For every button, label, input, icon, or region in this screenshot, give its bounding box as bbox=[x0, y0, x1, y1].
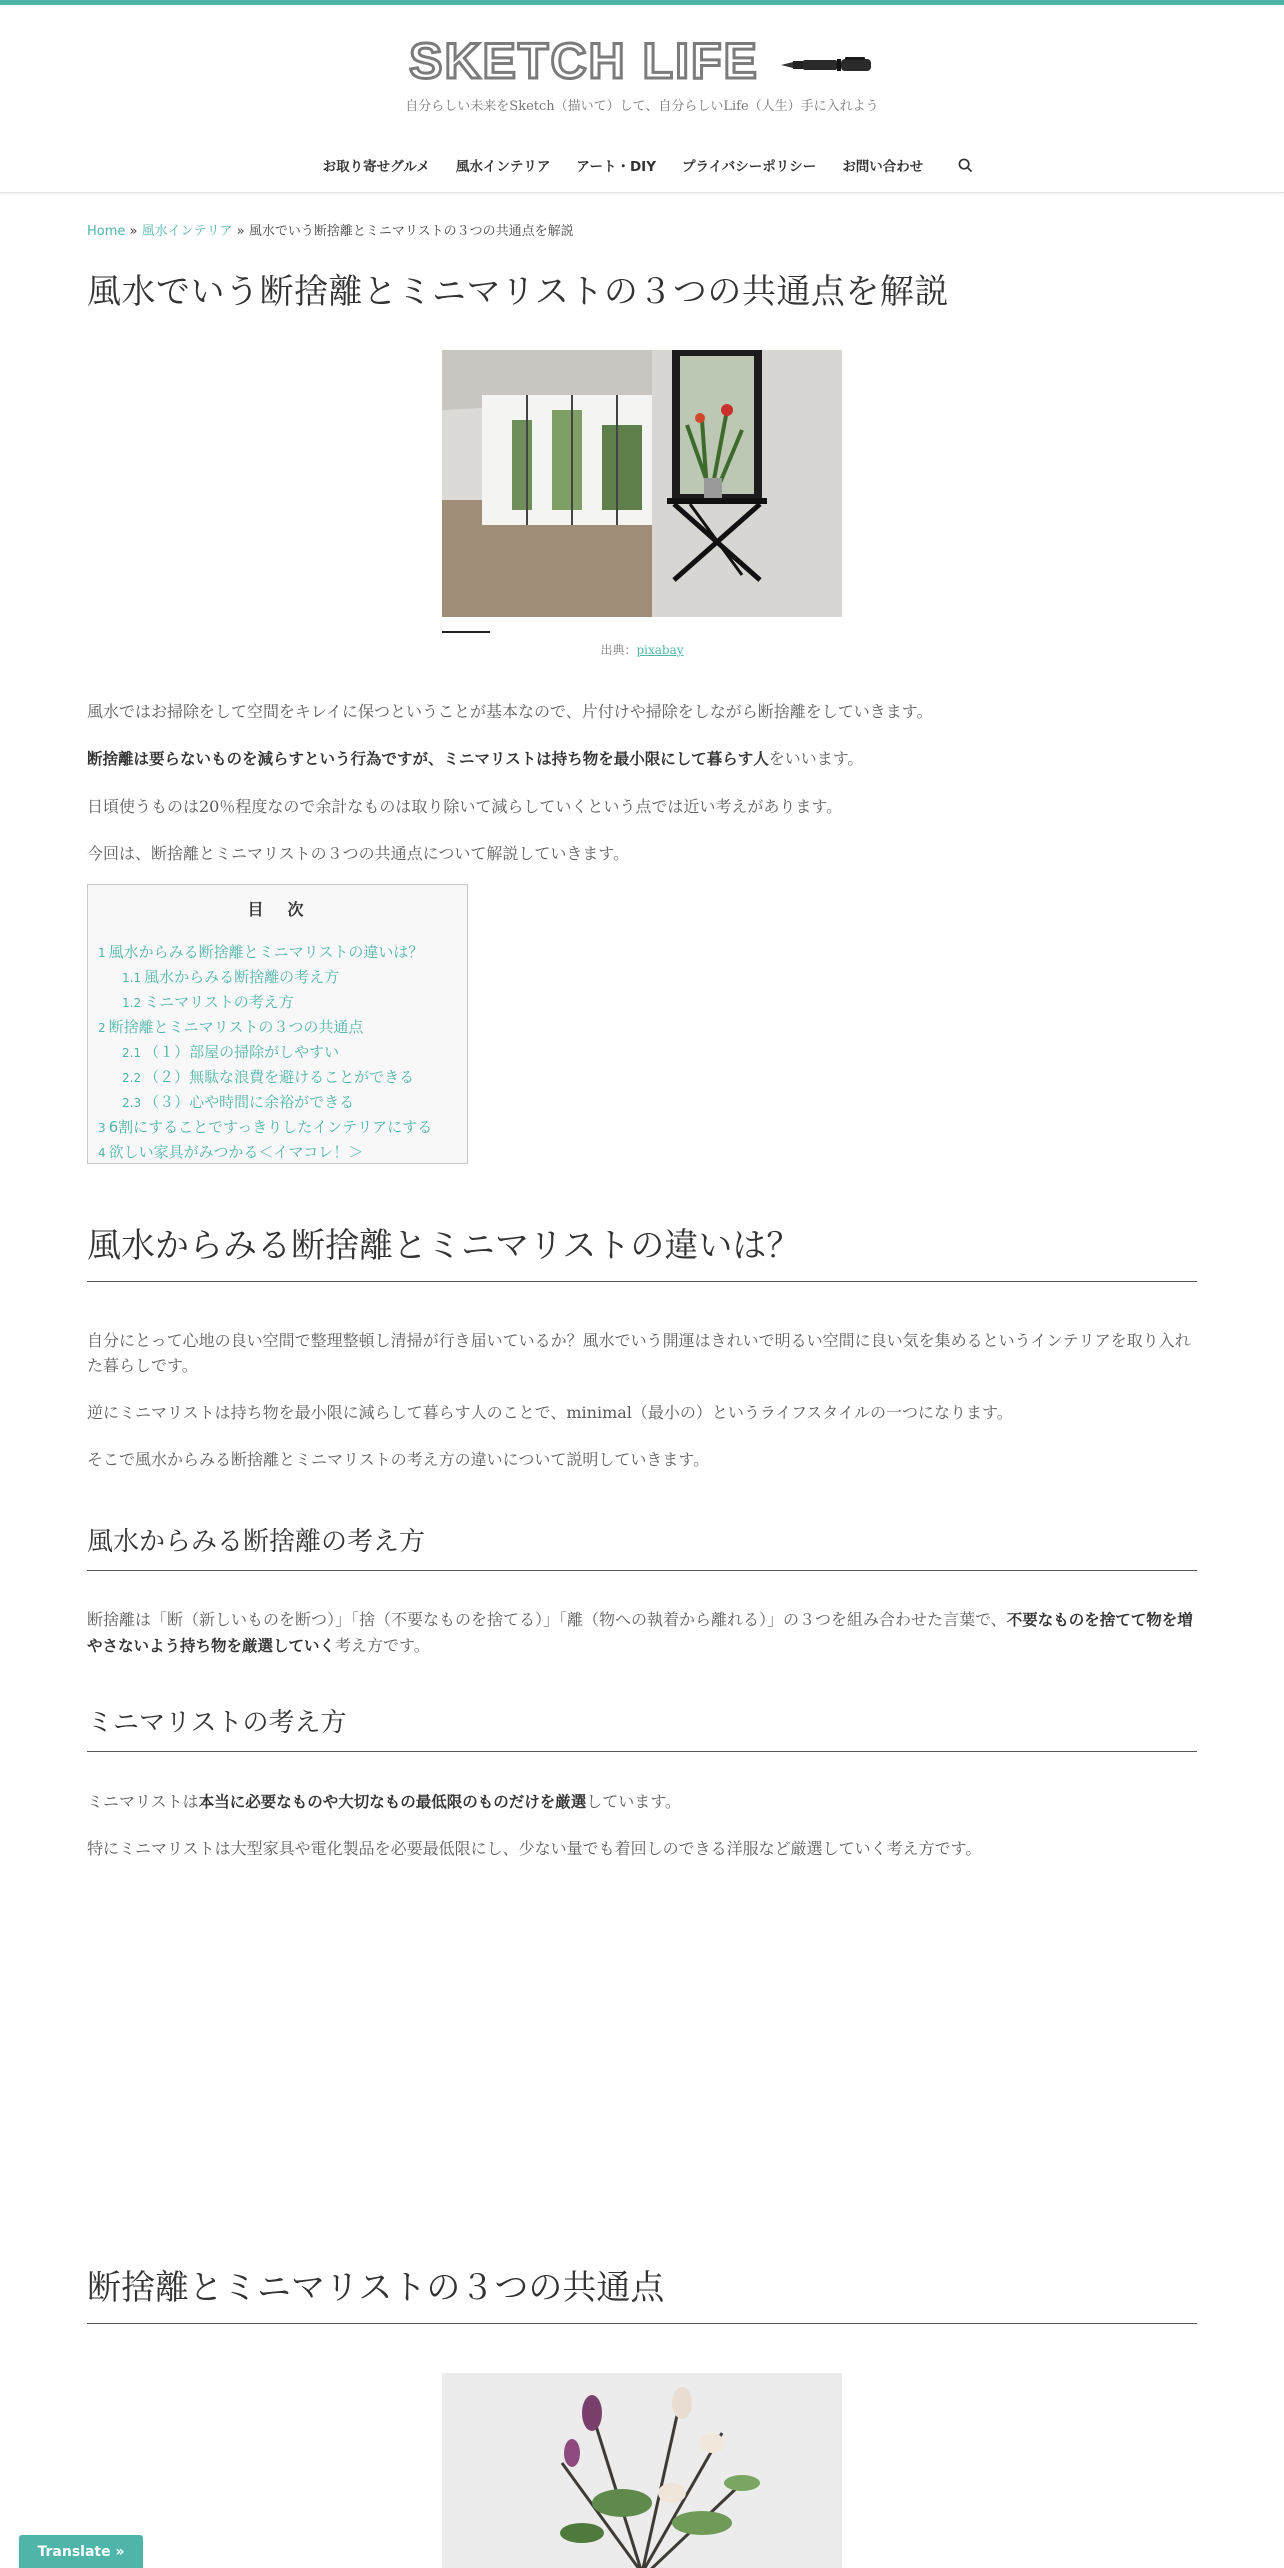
toc-label: （３）心や時間に余裕ができる bbox=[144, 1093, 355, 1111]
toc-item[interactable] bbox=[98, 965, 457, 990]
minimalist-paragraph-1 bbox=[87, 1789, 1197, 1815]
breadcrumb-separator: » bbox=[125, 224, 142, 239]
toc-label: ミニマリストの考え方 bbox=[144, 993, 294, 1011]
minimalist-text-end: しています。 bbox=[586, 1792, 681, 1811]
toc-label: （１）部屋の掃除がしやすい bbox=[144, 1043, 340, 1061]
danshari-text-end: 考え方です。 bbox=[335, 1636, 430, 1655]
interior-photo bbox=[442, 350, 842, 617]
intro-paragraph-1: 風水ではお掃除をして空間をキレイに保つということが基本なので、片付けや掃除をしながら断捨離をしていきます。 bbox=[87, 702, 933, 721]
section1-paragraph-3: そこで風水からみる断捨離とミニマリストの考え方の違いについて説明していきます。 bbox=[87, 1450, 710, 1469]
section1-paragraph-2: 逆にミニマリストは持ち物を最小限に減らして暮らす人のことで、minimal（最小の）というライフスタイルの一つになります。 bbox=[87, 1403, 1013, 1422]
hero-figure bbox=[442, 350, 842, 658]
intro-text: をいいます。 bbox=[768, 749, 864, 768]
credit-link[interactable]: pixabay bbox=[636, 643, 684, 657]
breadcrumb-separator: » bbox=[232, 224, 249, 239]
site-header bbox=[0, 5, 1284, 193]
search-button[interactable] bbox=[956, 156, 974, 174]
minimalist-text: ミニマリストは bbox=[87, 1792, 199, 1811]
image-divider bbox=[442, 631, 490, 633]
toc-label: 断捨離とミニマリストの３つの共通点 bbox=[108, 1018, 364, 1036]
table-of-contents bbox=[87, 884, 468, 1164]
nav-item-gourmet[interactable]: お取り寄せグルメ bbox=[322, 159, 430, 175]
nav-item-art-diy[interactable]: アート・DIY bbox=[576, 159, 656, 175]
toc-number: 2.3 bbox=[122, 1096, 142, 1110]
danshari-text: 断捨離は「断（新しいものを断つ）」「捨（不要なものを捨てる）」「離（物への執着から離れる）」の３つを組み合わせた言葉で、 bbox=[87, 1610, 1007, 1629]
section-heading-common-points: 断捨離とミニマリストの３つの共通点 bbox=[87, 2268, 1197, 2324]
toc-number: 1.1 bbox=[122, 971, 142, 985]
site-tagline: 自分らしい未来をSketch（描いて）して、自分らしいLife（人生）手に入れよう bbox=[405, 99, 879, 114]
toc-item[interactable] bbox=[98, 1115, 457, 1140]
toc-number: 2.1 bbox=[122, 1046, 142, 1060]
toc-number: 1 bbox=[98, 946, 106, 960]
translate-button[interactable]: Translate » bbox=[19, 2535, 143, 2568]
section-heading-differences: 風水からみる断捨離とミニマリストの違いは？ bbox=[87, 1226, 1197, 1282]
toc-label: （２）無駄な浪費を避けることができる bbox=[144, 1068, 415, 1086]
image-credit bbox=[442, 641, 842, 658]
main-navigation bbox=[0, 155, 1284, 175]
toc-number: 2.2 bbox=[122, 1071, 142, 1085]
nav-item-contact[interactable]: お問い合わせ bbox=[842, 159, 924, 175]
breadcrumb-category-link[interactable]: 風水インテリア bbox=[141, 224, 233, 239]
flower-arrangement-image bbox=[442, 2373, 842, 2568]
toc-item[interactable] bbox=[98, 1015, 457, 1040]
section1-paragraph-1: 自分にとって心地の良い空間で整理整頓し清掃が行き届いているか？風水でいう開運はきれいで明るい空間に良い気を集めるというインテリアを取り入れた暮らしです。 bbox=[87, 1331, 1191, 1375]
search-icon bbox=[958, 158, 973, 173]
toc-item[interactable] bbox=[98, 1090, 457, 1115]
logo-text[interactable]: SKETCH LIFE bbox=[409, 33, 759, 89]
danshari-paragraph bbox=[87, 1607, 1197, 1659]
subheading-danshari: 風水からみる断捨離の考え方 bbox=[87, 1527, 1197, 1571]
ikebana-photo bbox=[442, 2373, 842, 2568]
intro-paragraph-4: 今回は、断捨離とミニマリストの３つの共通点について解説していきます。 bbox=[87, 844, 630, 863]
breadcrumb-home-link[interactable]: Home bbox=[87, 224, 126, 239]
minimalist-paragraph-2: 特にミニマリストは大型家具や電化製品を必要最低限にし、少ない量でも着回しのできる洋服など厳選していく考え方です。 bbox=[87, 1839, 982, 1858]
toc-label: 風水からみる断捨離の考え方 bbox=[144, 968, 340, 986]
toc-item[interactable] bbox=[98, 990, 457, 1015]
toc-number: 1.2 bbox=[122, 996, 142, 1010]
breadcrumb-current: 風水でいう断捨離とミニマリストの３つの共通点を解説 bbox=[248, 224, 574, 239]
toc-number: 4 bbox=[98, 1146, 106, 1160]
toc-number: 3 bbox=[98, 1121, 106, 1135]
page-title: 風水でいう断捨離とミニマリストの３つの共通点を解説 bbox=[87, 272, 949, 312]
danshari-emphasis: 不要なものを捨てて物を増やさないよう持ち物を厳選していく bbox=[87, 1611, 1193, 1655]
subheading-minimalist: ミニマリストの考え方 bbox=[87, 1708, 1197, 1752]
hero-image bbox=[442, 350, 842, 617]
credit-label: 出典： bbox=[600, 643, 637, 657]
intro-paragraph-2 bbox=[87, 746, 1197, 772]
intro-emphasis: 断捨離は要らないものを減らすという行為ですが、ミニマリストは持ち物を最小限にして暮らす人 bbox=[87, 750, 769, 768]
site-logo[interactable] bbox=[0, 31, 1284, 91]
nav-item-fengshui-interior[interactable]: 風水インテリア bbox=[455, 159, 551, 175]
toc-title: 目 次 bbox=[247, 900, 308, 919]
toc-label: 風水からみる断捨離とミニマリストの違いは？ bbox=[108, 943, 424, 961]
nav-item-privacy-policy[interactable]: プライバシーポリシー bbox=[681, 159, 817, 175]
minimalist-emphasis: 本当に必要なものや大切なもの最低限のものだけを厳選 bbox=[198, 1793, 587, 1811]
toc-item[interactable] bbox=[98, 1065, 457, 1090]
toc-label: 欲しい家具がみつかる＜イマコレ！＞ bbox=[108, 1143, 364, 1161]
toc-item[interactable] bbox=[98, 940, 457, 965]
fountain-pen-icon bbox=[779, 55, 875, 75]
intro-paragraph-3: 日頃使うものは20％程度なので余計なものは取り除いて減らしていくという点では近い考えがあります。 bbox=[87, 797, 843, 816]
toc-item[interactable] bbox=[98, 1140, 457, 1165]
breadcrumb bbox=[87, 220, 1197, 239]
toc-label: 6割にすることですっきりしたインテリアにする bbox=[108, 1118, 433, 1136]
toc-number: 2 bbox=[98, 1021, 106, 1035]
toc-item[interactable] bbox=[98, 1040, 457, 1065]
